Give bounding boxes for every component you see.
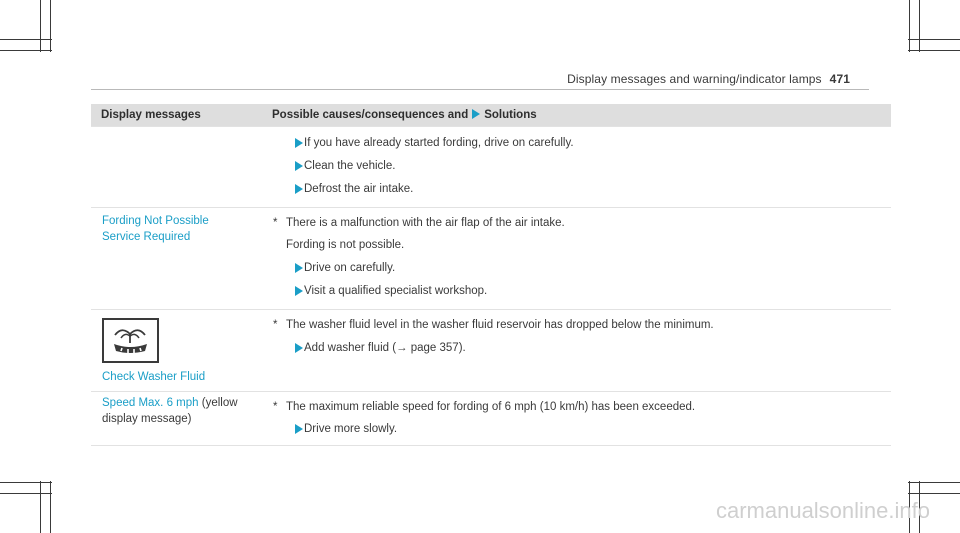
crop-mark [0,482,52,483]
step-arrow-icon [295,161,303,171]
solution-step: Clean the vehicle. [272,158,883,174]
display-message-text: Check Washer Fluid [102,371,206,383]
crop-mark [908,50,960,51]
solution-arrow-icon [472,109,480,119]
cause-text: * There is a malfunction with the air flap of the air intake. [273,217,565,229]
crop-mark [908,482,960,483]
cause-text: * The washer fluid level in the washer fluid reservoir has dropped below the minimum. [273,319,714,331]
table-row [91,208,891,310]
crop-mark [50,481,51,533]
solution-cell [260,127,891,208]
col-header-causes-solutions: Possible causes/consequences and Solutions [260,104,891,127]
cause-text: * The maximum reliable speed for fording of 6 mph (10 km/h) has been exceeded. [273,401,696,413]
message-cell [91,208,260,310]
display-message-text: Speed Max. 6 mph (yellow display message) [102,397,238,425]
crop-mark [40,0,41,52]
step-arrow-icon [295,184,303,194]
crop-mark [0,39,52,40]
watermark: carmanualsonline.info [715,498,930,523]
crop-mark [908,39,960,40]
table-row [91,310,891,392]
solution-step: Drive on carefully. [272,260,883,276]
solution-cell [260,392,891,446]
consequence-text: Fording is not possible. [286,239,405,251]
page-number: 471 [829,72,850,86]
message-cell [91,310,260,392]
message-cell [91,127,260,208]
crop-mark [40,481,41,533]
crop-mark [919,0,920,52]
crop-mark [50,0,51,52]
header-rule [91,89,869,90]
table-header-row [91,104,891,127]
step-arrow-icon [295,286,303,296]
running-header [567,72,850,86]
solution-step: Defrost the air intake. [272,181,883,197]
display-message-text: Fording Not Possible [102,215,209,227]
col-header-display-messages: Display messages [91,104,260,127]
crop-mark [0,493,52,494]
step-arrow-icon [295,138,303,148]
solution-cell [260,208,891,310]
solution-step: If you have already started fording, drive on carefully. [272,135,883,151]
solution-step: Visit a qualified specialist workshop. [272,283,883,299]
solution-step: Add washer fluid (→ page 357). [272,340,883,356]
step-arrow-icon [295,424,303,434]
table-row [91,127,891,208]
crop-mark [909,0,910,52]
crop-mark [908,493,960,494]
step-arrow-icon [295,263,303,273]
step-arrow-icon [295,343,303,353]
display-message-text: Service Required [102,231,191,243]
table-row [91,392,891,446]
crop-mark [0,50,52,51]
message-cell [91,392,260,446]
running-header-title: Display messages and warning/indicator lamps [567,72,822,86]
display-messages-table [91,104,891,446]
solution-step: Drive more slowly. [272,421,883,437]
washer-fluid-icon [102,318,159,363]
solution-cell [260,310,891,392]
